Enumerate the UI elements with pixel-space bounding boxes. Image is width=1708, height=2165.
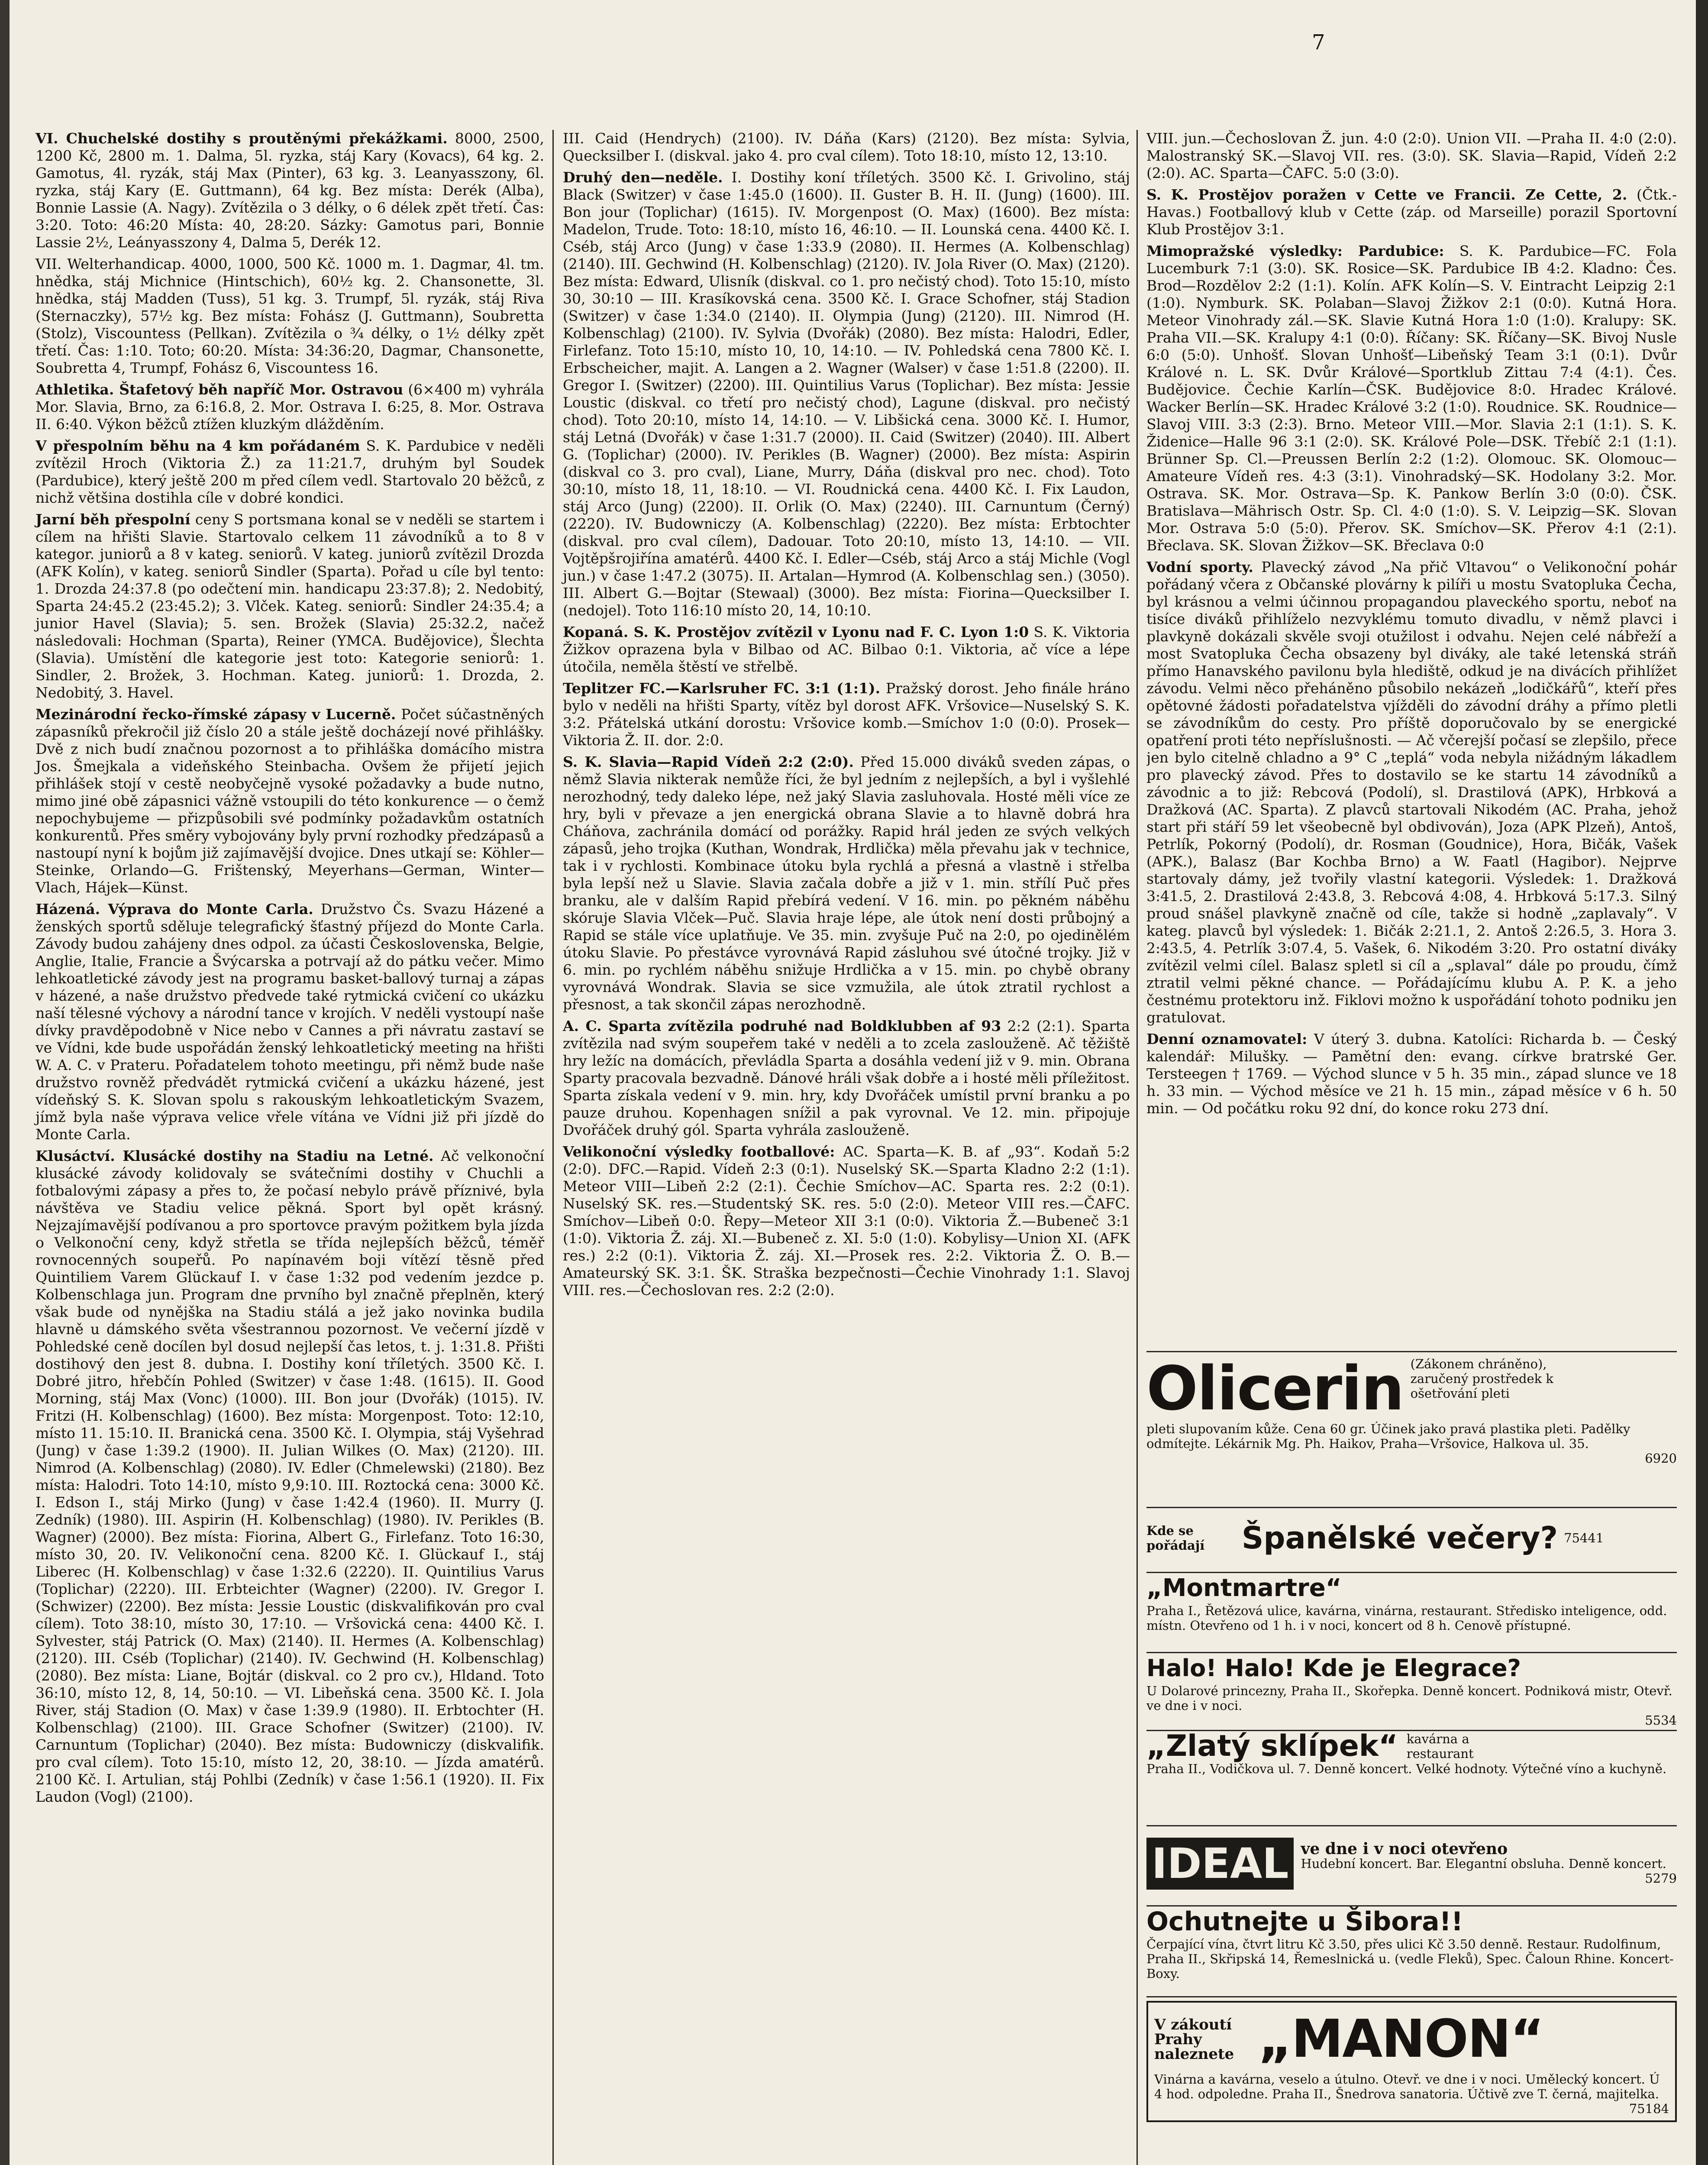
ad-ideal-code: 5279 — [1645, 1871, 1677, 1886]
article-paragraph — [36, 381, 544, 433]
article-paragraph — [1146, 1031, 1677, 1117]
article-headline: Mimopražské výsledky: Pardubice: — [1146, 242, 1444, 259]
column-sports-left — [36, 130, 544, 2165]
article-text: (6×400 m) vyhrála Mor. Slavia, Brno, za 6:16.8, 2. Mor. Ostrava I. 6:25, 8. Mor. Ostrava II. 6:40. Výkon běžců ztížen kluzkým dlážděním. — [36, 381, 544, 433]
ad-halo-body: U Dolarové princezny, Praha II., Skořepka. Denně koncert. Podniková mistr, Otevř. ve dne i v noci. — [1146, 1684, 1672, 1713]
ad-olicerin-side: (Zákonem chráněno), zaručený prostředek k ošetřování pleti — [1410, 1357, 1553, 1401]
article-text: 8000, 2500, 1200 Kč, 2800 m. 1. Dalma, 5l. ryzka, stáj Kary (Kovacs), 64 kg. 2. Gamotus, 4l. ryzák, stáj Max (Pinter), 63 kg. 3. Leanyasszony, 6l. ryzka, stáj Kary (E. Guttmann), 64 kg. Bez místa: Derék (Alba), Bonnie Lassie (A. Nagy). Zvítězila o 3 délky, o 6 délek zpět třetí. Čas: 3:20. Toto: 46:20 Místa: 40, 28:20. Sázky: Gamotus pari, Bonnie Lassie 2½, Leányasszony 4, Dalma 5, Derék 12. — [36, 130, 544, 251]
ad-halo-name: Halo! Halo! Kde je Elegrace? — [1146, 1654, 1521, 1682]
article-paragraph — [563, 169, 1130, 619]
article-headline: Athletika. Štafetový běh napříč Mor. Ostravou — [36, 381, 404, 398]
article-text: AC. Sparta—K. B. af „93“. Kodaň 5:2 (2:0). DFC.—Rapid. Vídeň 2:3 (0:1). Nuselský SK.—Sparta Kladno 2:2 (1:1). Meteor VIII—Libeň 2:2 (2:1). Čechie Smíchov—AC. Sparta res. 2:2 (0:1). Nuselský SK. res.—Studentský SK. res. 5:0 (2:0). Meteor VIII res.—ČAFC. Smíchov—Libeň 0:0. Řepy—Meteor XII 3:1 (0:0). Viktoria Ž.—Bubeneč 3:1 (1:0). Viktoria Ž. záj. XI.—Bubeneč z. XI. 5:0 (1:0). Kobylisy—Union XI. (AFK res.) 2:2 (0:1). Viktoria Ž. záj. XI.—Prosek res. 2:2. Viktoria Ž. O. B.—Amateurský SK. 3:1. ŠK. Straška bezpečnosti—Čechie Vinohrady 1:1. Slavoj VIII. res.—Čechoslovan res. 2:2 (2:0). — [563, 1143, 1130, 1299]
article-headline: Denní oznamovatel: — [1146, 1031, 1308, 1047]
article-text: Před 15.000 diváků sveden zápas, o němž Slavia nikterak nemůže říci, že byl jedním z nejlepších, a byl i vyšlehlé nerozhodný, tedy daleko lépe, než jaký Slavia zasluhovala. Hosté měli více ze hry, byli v převaze a jen energická obrana Slavie a to hlavně dobrá hra Cháňova, zachránila domácí od porážky. Rapid hrál jeden ze svých velkých zápasů, jeho trojka (Kuthan, Wondrak, Hrdlička) měla převahu jak v technice, tak i v rychlosti. Kombinace útoku byla rychlá a přesná a vlastně i střelba byla lepší než u Slavie. Slavia začala dobře a již v 1. min. střílí Puč přes branku, ale v dalším Rapid přebírá vedení. V 16. min. po pěkném náběhu skóruje Slavia Vlček—Puč. Slavia hraje lépe, ale útok není dosti průbojný a Rapid se stále více uplatňuje. Ve 35. min. zvyšuje Puč na 2:0, po ojedinělém útoku Slavie. Po přestávce vyrovnává Rapid zásluhou své útočné trojky. Již v 6. min. po rychlém náběhu snižuje Hrdlička a v 15. min. po chybě obrany vyrovnává Wondrak. Slavia se sice vzmužila, ale útok ztratil rychlost a přesnost, a tak skončil zápas nerozhodně. — [563, 753, 1130, 1013]
ad-zlaty-body: Praha II., Vodičkova ul. 7. Denně koncert. Velké hodnoty. Výtečné víno a kuchyně. — [1146, 1761, 1667, 1776]
article-text: S. K. Pardubice—FC. Fola Lucemburk 7:1 (3:0). SK. Rosice—SK. Pardubice IB 4:2. Kladno: Čes. Brod—Rozdělov 2:2 (1:1). Kolín. AFK Kolín—S. V. Eintracht Leipzig 2:1 (1:0). Nymburk. SK. Polaban—Slavoj Žižkov 2:1 (0:0). Kutná Hora. Meteor Vinohrady zál.—SK. Slavie Kutná Hora 1:0 (1:0). Kralupy: SK. Praha VII.—SK. Kralupy 4:1 (0:0). Říčany: SK. Říčany—SK. Bivoj Nusle 6:0 (5:0). Unhošť. Slovan Unhošť—Libeňský Team 3:1 (0:1). Dvůr Králové n. L. SK. Dvůr Králové—Sportklub Zittau 7:4 (4:1). Čes. Budějovice. Čechie Karlín—ČSK. Budějovice 8:0. Hradec Králové. Wacker Berlín—SK. Hradec Králové 3:2 (1:0). Roudnice. SK. Roudnice—Slavoj VIII. 3:3 (2:3). Brno. Meteor VIII.—Mor. Slavia 2:1 (1:1). S. K. Židenice—Halle 96 3:1 (2:0). SK. Králové Pole—DSK. Třebíč 2:1 (1:1). Brünner Sp. Cl.—Preussen Berlín 2:2 (1:2). Olomouc. SK. Olomouc—Amateure Vídeň res. 4:3 (3:1). Vinohradský—SK. Hodolany 3:2. Mor. Ostrava. SK. Mor. Ostrava—Sp. K. Pankow Berlín 3:0 (0:0). ČSK. Bratislava—Mährisch Ostr. Sp. Cl. 4:0 (1:0). S. V. Leipzig—SK. Slovan Mor. Ostrava 5:0 (5:0). Přerov. SK. Smíchov—SK. Přerov 4:1 (2:1). Břeclava. SK. Slovan Žižkov—SK. Břeclava 0:0 — [1146, 242, 1677, 554]
article-paragraph — [563, 680, 1130, 749]
article-paragraph — [1146, 130, 1677, 182]
article-paragraph — [563, 1143, 1130, 1299]
ad-olicerin-code: 6920 — [1645, 1451, 1677, 1466]
article-headline: Druhý den—neděle. — [563, 169, 723, 186]
article-headline: Mezinárodní řecko-římské zápasy v Lucerně. — [36, 706, 396, 723]
article-text: 2:2 (2:1). Sparta zvítězila nad svým soupeřem také v neděli a to zcela zaslouženě. Ač těžiště hry ležíc na domácích, převládla Sparta a dosáhla vedení již v 9. min. Obrana Sparty pracovala bezvadně. Dánové hráli však dobře a i hosté měli příležitost. Sparta získala vedení v 9. min. hry, kdy Dvořáček umístil první branku a po pauze druhou. Kopenhagen snížil a pak vyrovnal. Ve 12. min. připojuje Dvořáček druhý gól. Sparta vyhrála zaslouženě. — [563, 1018, 1130, 1138]
article-text: Družstvo Čs. Svazu Házené a ženských sportů sděluje telegrafický šťastný příjezd do Monte Carla. Závody budou zahájeny dnes odpol. za účasti Československa, Belgie, Anglie, Italie, Francie a Švýcarska a potrvají až do pátku večer. Mimo lehkoatletické závody jest na programu basket-ballový turnaj a zápas v házené, a naše družstvo předvede také rytmická cvičení co ukázku naší tělesné výchovy a národní tance v krojích. V neděli vystoupí naše dívky pravděpodobně v Nice nebo v Cannes a při návratu zastaví se ve Vídni, kde bude uspořádán ženský lehkoatletický meeting na hřišti W. A. C. v Prateru. Pořadatelem tohoto meetingu, při němž bude naše družstvo rovněž předvádět rytmická cvičení a ukázku házené, jest vídeňský S. K. Slovan spolu s rakouským lehkoatletickým Svazem, jímž byla naše výprava velice vřele vítána ve Vídni již při jízdě do Monte Carla. — [36, 901, 544, 1143]
article-paragraph — [1146, 242, 1677, 554]
article-text: Plavecký závod „Na přič Vltavou“ o Velikonoční pohár pořádaný včera z Občanské plovárny k pilíři u mostu Svatopluka Čecha, byl krásnou a velmi účinnou propagandou plaveckého sportu, neboť na tisíce diváků přihlíželo nezvyklému tomuto divadlu, v němž plavci i plavkyně dokázali skvěle svoji otužilost i odvahu. Nejen celé nábřeží a most Svatopluka Čecha obsazeny byl diváky, ale také letenská stráň přímo Hanavského pavilonu byla hlediště, odkud je na divácích přihlížet závodu. Velmi něco přeháněno působilo nekázeň „lodičkářů“, kteří přes opětovné žádosti pořadatelstva vjížděli do závodní dráhy a přímo pletli se závodníkům do cesty. Pro příště doporučovalo by se energické opatření proti této nepříslušnosti. — Ač včerejší počasí se zlepšilo, přece jen bylo citelně chladno a 9° C „teplá“ voda nebyla nižádným lákadlem pro plavecký závod. Přes to dostavilo se ke startu 14 závodníků a závodnic a to již: Rebcová (Podolí), sl. Drastilová (APK), Hrbková a Dražková (AC. Sparta). Z plavců startovali Nikodém (AC. Praha, jehož start při stáří 59 let všeobecně byl obdivován), Joza (APK Plzeň), Antoš, Petrlík, Pokorný (Podolí), dr. Rosman (Goudnice), Hora, Bičák, Vašek (APK.), Balasz (Bar Kochba Brno) a W. Faatl (Hagibor). Nejprve startovaly dámy, jež tvořily vlastní kategorii. Výsledek: 1. Dražková 3:41.5, 2. Drastilová 2:43.8, 3. Rebcová 4:08, 4. Hrbková 5:17.3. Silný proud snášel plavkyně značně od cíle, takže si hodně „zaplavaly“. V kateg. plavců byl výsledek: 1. Bičák 2:21.1, 2. Antoš 2:26.5, 3. Hora 3. 2:43.5, 4. Petrlík 3:07.4, 5. Vašek, 6. Nikodém 3:20. Pro ostatní diváky zvítězil velmi cílel. Balasz spletl si cíl a „splaval“ dále po proudu, čímž ztratil velmi pěkné chance. — Pořádajícímu klubu A. P. K. a jeho čestnému protektoru inž. Fiklovi možno k uspořádání tohoto podniku jen gratulovat. — [1146, 559, 1677, 1026]
ad-ochutnejte — [1146, 1905, 1677, 1992]
ad-montmartre — [1146, 1572, 1677, 1648]
column-sports-right — [1146, 130, 1677, 1334]
article-headline: VI. Chuchelské dostihy s proutěnými překážkami. — [36, 130, 448, 147]
column-sports-middle — [563, 130, 1130, 2165]
article-headline: V přespolním běhu na 4 km pořádaném — [36, 437, 360, 454]
ad-spanelske-name: Španělské večery? — [1242, 1520, 1558, 1556]
ad-manon-name: „MANON“ — [1258, 2009, 1543, 2069]
ad-zlaty-name: „Zlatý sklípek“ — [1146, 1730, 1398, 1763]
article-headline: Teplitzer FC.—Karlsruher FC. 3:1 (1:1). — [563, 680, 881, 697]
ad-zlaty-sklipek — [1146, 1730, 1677, 1821]
article-paragraph — [563, 130, 1130, 165]
right-page-edge — [1696, 0, 1708, 2165]
ad-manon-body: Vinárna a kavárna, veselo a útulno. Otevř. ve dne i v noci. Umělecký koncert. Ú 4 hod. odpoledne. Praha II., Šnedrova sanatoria. Účtivě zve T. černá, majitelka. — [1154, 2072, 1660, 2101]
article-text: VIII. jun.—Čechoslovan Ž. jun. 4:0 (2:0). Union VII. —Praha II. 4:0 (2:0). Malostranský SK.—Slavoj VII. res. (3:0). SK. Slavia—Rapid, Vídeň 2:2 (2:0). AC. Sparta—ČAFC. 5:0 (3:0). — [1146, 130, 1677, 181]
article-text: III. Caid (Hendrych) (2100). IV. Dáňa (Kars) (2120). Bez místa: Sylvia, Quecksilber I. (diskval. jako 4. pro cval cílem). Toto 18:10, místo 12, 13:10. — [563, 130, 1130, 164]
ad-ochutnejte-body: Čerpající vína, čtvrt litru Kč 3.50, přes ulici Kč 3.50 denně. Restaur. Rudolfinum, Praha II., Skřipská 14, Řemeslnická u. (vedle Fleků), Spec. Čaloun Rhine. Koncert-Boxy. — [1146, 1937, 1674, 1981]
article-text: Ač velkonoční klusácké závody kolidovaly se svátečními dostihy v Chuchli a fotbalovými zápasy a přes to, že počasí nebylo právě příznivé, byla návštěva ve Stadiu velice pěkná. Sport byl opět krásný. Nejzajímavější podívanou a pro sportovce pravým požitkem byla jízda o Velkonoční ceny, když střetla se třída nejlepších běžců, téměř rovnocenných soupeřů. Po napínavém boji vítězí těsně před Quintiliem Varem Glückauf I. v čase 1:32 pod vedením jezdce p. Kolbenschlaga jun. Program dne prvního byl značně přeplněn, který však bude od nynějška na Stadiu stálá a jež jako novinka budila hlavně u dámského světa všestrannou pozornost. Ve večerní jízdě v Pohledské ceně docílen byl dosud nejlepší čas letos, t. j. 1:31.8. Přišti dostihový den jest 8. dubna. I. Dostihy koní tříletých. 3500 Kč. I. Dobré jitro, hřebčín Pohled (Switzer) v čase 1:48. (1615). II. Good Morning, stáj Max (Vonc) (1000). III. Bon jour (Dvořák) (1015). IV. Fritzi (H. Kolbenschlag) (1600). Bez místa: Morgenpost. Toto: 12:10, místo 11. 15:10. II. Branická cena. 3500 Kč. I. Olympia, stáj Vyšehrad (Jung) v čase 1:39.2 (1900). II. Julian Wilkes (O. Max) (2120). III. Nimrod (A. Kolbenschlag) (2080). IV. Edler (Chmelewski) (2180). Bez místa: Halodri. Toto 14:10, místo 9,9:10. III. Roztocká cena: 3000 Kč. I. Edson I., stáj Mirko (Jung) v čase 1:42.4 (1960). II. Murry (J. Zedník) (1980). III. Aspirin (H. Kolbenschlag) (1980). IV. Perikles (B. Wagner) (2000). Bez místa: Fiorina, Albert G., Firlefanz. Toto 16:30, místo 30, 20. IV. Velikonoční cena. 8200 Kč. I. Glückauf I., stáj Liberec (H. Kolbenschlag) v čase 1:32.6 (2220). II. Quintilius Varus (Toplichar) (2220). III. Erbteichter (Wagner) (2200). IV. Gregor I. (Schwizer) (2200). Bez místa: Jessie Loustic (diskvalifikován pro cval cílem). Toto 38:10, místo 30, 17:10. — Vršovická cena: 4400 Kč. I. Sylvester, stáj Patrick (O. Max) (2140). II. Hermes (A. Kolbenschlag) (2120). III. Cséb (Toplichar) (2140). IV. Gechwind (H. Kolbenschlag) (2080). Bez místa: Liane, Bojtár (diskval. co 2 pro cv.), Hldand. Toto 36:10, místo 12, 8, 14, 50:10. — VI. Libeňská cena. 3500 Kč. I. Jola River, stáj Stadion (O. Max) v čase 1:39.9 (1980). II. Erbtochter (H. Kolbenschlag) (2100). III. Grace Schofner (Switzer) (2100). IV. Carnuntum (Toplichar) (2040). Bez místa: Budowniczy (diskvalifik. pro cval cílem). Toto 15:10, místo 12, 20, 38:10. — Jízda amatérů. 2100 Kč. I. Artulian, stáj Pohlbi (Zedník) v čase 1:56.1 (1920). II. Fix Laudon (Vogl) (2100). — [36, 1147, 544, 1805]
ad-manon — [1146, 1996, 1677, 2165]
article-paragraph — [36, 437, 544, 507]
article-headline: Velikonoční výsledky footballové: — [563, 1143, 835, 1160]
article-paragraph — [36, 255, 544, 377]
column-rule — [1137, 130, 1138, 2165]
article-paragraph — [36, 511, 544, 701]
ad-spanelske-code: 75441 — [1564, 1530, 1604, 1545]
article-text: (Čtk.-Havas.) Footballový klub v Cette (záp. od Marseille) porazil Sportovní Klub Prostějov 3:1. — [1146, 186, 1677, 238]
ad-halo-code: 5534 — [1645, 1713, 1677, 1726]
article-paragraph — [563, 624, 1130, 675]
ad-spanelske-vecery — [1146, 1507, 1677, 1567]
ad-spanelske-left: Kde se pořádají — [1146, 1523, 1205, 1553]
article-text: Počet súčastněných zápasníků překročil již číslo 20 a stále ještě docházejí nové přihlášky. Dvě z nich budí značnou pozornost a to přihláška domácího mistra Jos. Šmejkala a videňského Steinbacha. Ovšem že přijetí jejich přihlášek stojí v cestě neobyčejně vysoké požadavky a bude nutno, mimo jiné obě zápasnici vážně vstoupili do této konkurence — o čemž nepochybujeme — přizpůsobili své podmínky požadavkům ostatních konkurentů. Přes směry vybojovány byly první rozhodky předzápasů a nastoupí nyní k bojům již zajímavější dvojice. Dnes utkají se: Köhler—Steinke, Orlando—G. Frištenský, Meyerhans—German, Winter—Vlach, Hájek—Künst. — [36, 706, 544, 896]
article-text: S. K. Viktoria Žižkov oprazena byla v Bilbao od AC. Bilbao 0:1. Viktoria, ač více a lépe útočila, neměla štěstí ve střelbě. — [563, 624, 1130, 675]
article-text: I. Dostihy koní tříletých. 3500 Kč. I. Grivolino, stáj Black (Switzer) v čase 1:45.0 (1600). II. Guster B. H. II. (Jung) (1600). III. Bon jour (Toplichar) (1615). IV. Morgenpost (O. Max) (1600). Bez místa: Madelon, Trude. Toto: 18:10, místo 16, 46:10. — II. Lounská cena. 4400 Kč. I. Cséb, stáj Arco (Jung) v čase 1:33.9 (2080). II. Hermes (A. Kolbenschlag) (2140). III. Gechwind (H. Kolbenschlag) (2120). IV. Jola River (O. Max) (2120). Bez místa: Edward, Ulisník (diskval. co 1. pro nečistý chod). Toto 15:10, místo 30, 30:10 — III. Krasíkovská cena. 3500 Kč. I. Grace Schofner, stáj Stadion (Switzer) v čase 1:34.0 (2140). II. Olympia (Jung) (2120). III. Nimrod (H. Kolbenschlag) (2100). IV. Sylvia (Dvořák) (2080). Bez místa: Halodri, Edler, Firlefanz. Toto 15:10, místo 10, 10, 14:10. — IV. Pohledská cena 7800 Kč. I. Erbscheicher, majit. A. Langen a 2. Wagner (Walser) v čase 1:51.8 (2200). II. Gregor I. (Switzer) (2200). III. Quintilius Varus (Toplichar). Bez místa: Jessie Loustic (diskval. co třetí pro nečistý chod), Lagune (diskval. pro nečistý chod). Toto 20:10, místo 14, 14:10. — V. Libšická cena. 3000 Kč. I. Humor, stáj Letná (Dvořák) v čase 1:31.7 (2000). II. Caid (Switzer) (2040). III. Albert G. (Toplichar) (2000). IV. Perikles (B. Wagner) (2000). Bez místa: Aspirin (diskval co 3. pro cval), Liane, Murry, Dáňa (diskval pro nec. chod). Toto 30:10, místo 18, 11, 18:10. — VI. Roudnická cena. 4400 Kč. I. Fix Laudon, stáj Arco (Jung) (2200). II. Orlik (O. Max) (2240). III. Carnuntum (Černý) (2220). IV. Budowniczy (A. Kolbenschlag) (2220). Bez místa: Erbtochter (diskval. pro cval cílem), Dadouar. Toto 20:10, místo 13, 14:10. — VII. Vojtěpšrojiřína amatérů. 4400 Kč. I. Edler—Cséb, stáj Arco a stáj Michle (Vogl jun.) v čase 1:47.2 (3075). II. Artalan—Hymrod (A. Kolbenschlag sen.) (3050). III. Albert G.—Bojtar (Stewaal) (3000). Bez místa: Fiorina—Quecksilber I. (nedojel). Toto 116:10 místo 20, 14, 10:10. — [563, 169, 1130, 619]
article-paragraph — [1146, 186, 1677, 238]
article-headline: Jarní běh přespolní — [36, 511, 190, 528]
article-headline: S. K. Prostějov poražen v Cette ve Francii. Ze Cette, 2. — [1146, 186, 1627, 203]
article-paragraph — [36, 130, 544, 251]
article-text: VII. Welterhandicap. 4000, 1000, 500 Kč. 1000 m. 1. Dagmar, 4l. tm. hnědka, stáj Michnice (Hintschich), 60½ kg. 2. Chansonette, 3l. hnědka, stáj Madden (Tuss), 51 kg. 3. Trumpf, 5l. ryzák, stáj Riva (Sternaczky), 57½ kg. Bez místa: Fohász (J. Guttmann), Soubretta (Stolz), Viscountess (Pellkan). Zvítězila o ¾ délky, o 1½ délky zpět třetí. Čas: 1:10. Toto; 60:20. Místa: 34:36:20, Dagmar, Chansonette, Soubretta 4, Trumpf, Fohász 6, Viscountess 16. — [36, 255, 544, 376]
article-paragraph — [36, 901, 544, 1143]
ad-olicerin-body: pleti slupovaním kůže. Cena 60 gr. Účinek jako pravá plastika pleti. Padělky odmítejte. Lékárnik Mg. Ph. Haikov, Praha—Vršovice, Halkova ul. 35. — [1146, 1422, 1631, 1451]
article-text: V úterý 3. dubna. Katolíci: Richarda b. — Český kalendář: Milušky. — Pamětní den: evang. církve bratrské Ger. Tersteegen † 1769. — Východ slunce v 5 h. 35 min., západ slunce ve 18 h. 33 min. — Východ měsíce ve 21 h. 15 min., západ měsíce v 6 h. 50 min. — Od počátku roku 92 dní, do konce roku 273 dní. — [1146, 1031, 1677, 1117]
article-headline: Kopaná. S. K. Prostějov zvítězil v Lyonu nad F. C. Lyon 1:0 — [563, 624, 1029, 640]
left-binding-edge — [0, 0, 10, 2165]
article-paragraph — [36, 706, 544, 896]
article-headline: Vodní sporty. — [1146, 559, 1253, 575]
column-rule — [552, 130, 554, 2165]
article-headline: Klusáctví. Klusácké dostihy na Stadiu na Letné. — [36, 1147, 434, 1164]
ad-ideal — [1146, 1825, 1677, 1901]
ad-olicerin-name: Olicerin — [1146, 1354, 1404, 1424]
article-paragraph — [36, 1147, 544, 1806]
ad-manon-code: 75184 — [1629, 2101, 1669, 2116]
article-paragraph — [563, 753, 1130, 1013]
ad-ideal-line2: Hudební koncert. Bar. Elegantní obsluha. Denně koncert. — [1301, 1856, 1666, 1871]
ad-ochutnejte-name: Ochutnejte u Šibora!! — [1146, 1906, 1463, 1937]
ad-ideal-line1: ve dne i v noci otevřeno — [1301, 1840, 1508, 1858]
article-paragraph — [1146, 559, 1677, 1026]
ad-olicerin — [1146, 1351, 1677, 1503]
ad-montmartre-name: „Montmartre“ — [1146, 1574, 1342, 1602]
ad-manon-frame — [1146, 2001, 1677, 2122]
article-paragraph — [563, 1018, 1130, 1139]
article-headline: A. C. Sparta zvítězila podruhé nad Boldklubben af 93 — [563, 1018, 1001, 1034]
ad-zlaty-side: kavárna a restaurant — [1406, 1732, 1474, 1761]
article-headline: S. K. Slavia—Rapid Vídeň 2:2 (2:0). — [563, 753, 854, 770]
article-text: ceny S portsmana konal se v neděli se startem i cílem na hřišti Slavie. Startovalo celkem 11 závodníků a to 8 v kategor. juniorů a 8 v kateg. seniorů. V kateg. juniorů zvítězil Drozda (AFK Kolín), v kateg. seniorů Sindler (Sparta). Pořad u cíle byl tento: 1. Drozda 24:37.8 (po odečtení min. handicapu 23:37.8); 2. Nedobitý, Sparta 24:45.2 (23:45.2); 3. Vlček. Kateg. seniorů: Sindler 24:35.4; a junior Havel (Slavia); 5. sen. Brožek (Slavia) 25:32.2, načež následovali: Hochman (Sparta), Reiner (YMCA. Budějovice), Šlechta (Slavia). Umístění dle kategorie jest toto: Kategorie seniorů: 1. Sindler, 2. Brožek, 3. Hochman. Kateg. juniorů: 1. Drozda, 2. Nedobitý, 3. Havel. — [36, 511, 544, 701]
article-text: S. K. Pardubice v neděli zvítězil Hroch (Viktoria Ž.) za 11:21.7, druhým byl Soudek (Pardubice), který ještě 200 m před cílem vedl. Startovalo 20 běžců, z nichž většina dostihla cíle v dobré kondici. — [36, 437, 544, 506]
ad-manon-left: V zákoutí Prahy naleznete — [1154, 2016, 1234, 2063]
ad-ideal-name: IDEAL — [1146, 1838, 1294, 1890]
page-folio: 7 — [1312, 30, 1325, 55]
ad-montmartre-body: Praha I., Řetězová ulice, kavárna, vinárna, restaurant. Středisko inteligence, odd. místn. Otevřeno od 1 h. i v noci, koncert od 8 h. Cenově přístupné. — [1146, 1603, 1667, 1633]
article-text: Pražský dorost. Jeho finále hráno bylo v neděli na hřišti Sparty, vítěz byl dorost AFK. Vršovice—Nuselský S. K. 3:2. Přátelská utkání dorostu: Vršovice komb.—Smíchov 1:0 (0:0). Prosek—Viktoria Ž. II. dor. 2:0. — [563, 680, 1130, 749]
article-headline: Házená. Výprava do Monte Carla. — [36, 901, 313, 918]
ad-halo — [1146, 1652, 1677, 1726]
